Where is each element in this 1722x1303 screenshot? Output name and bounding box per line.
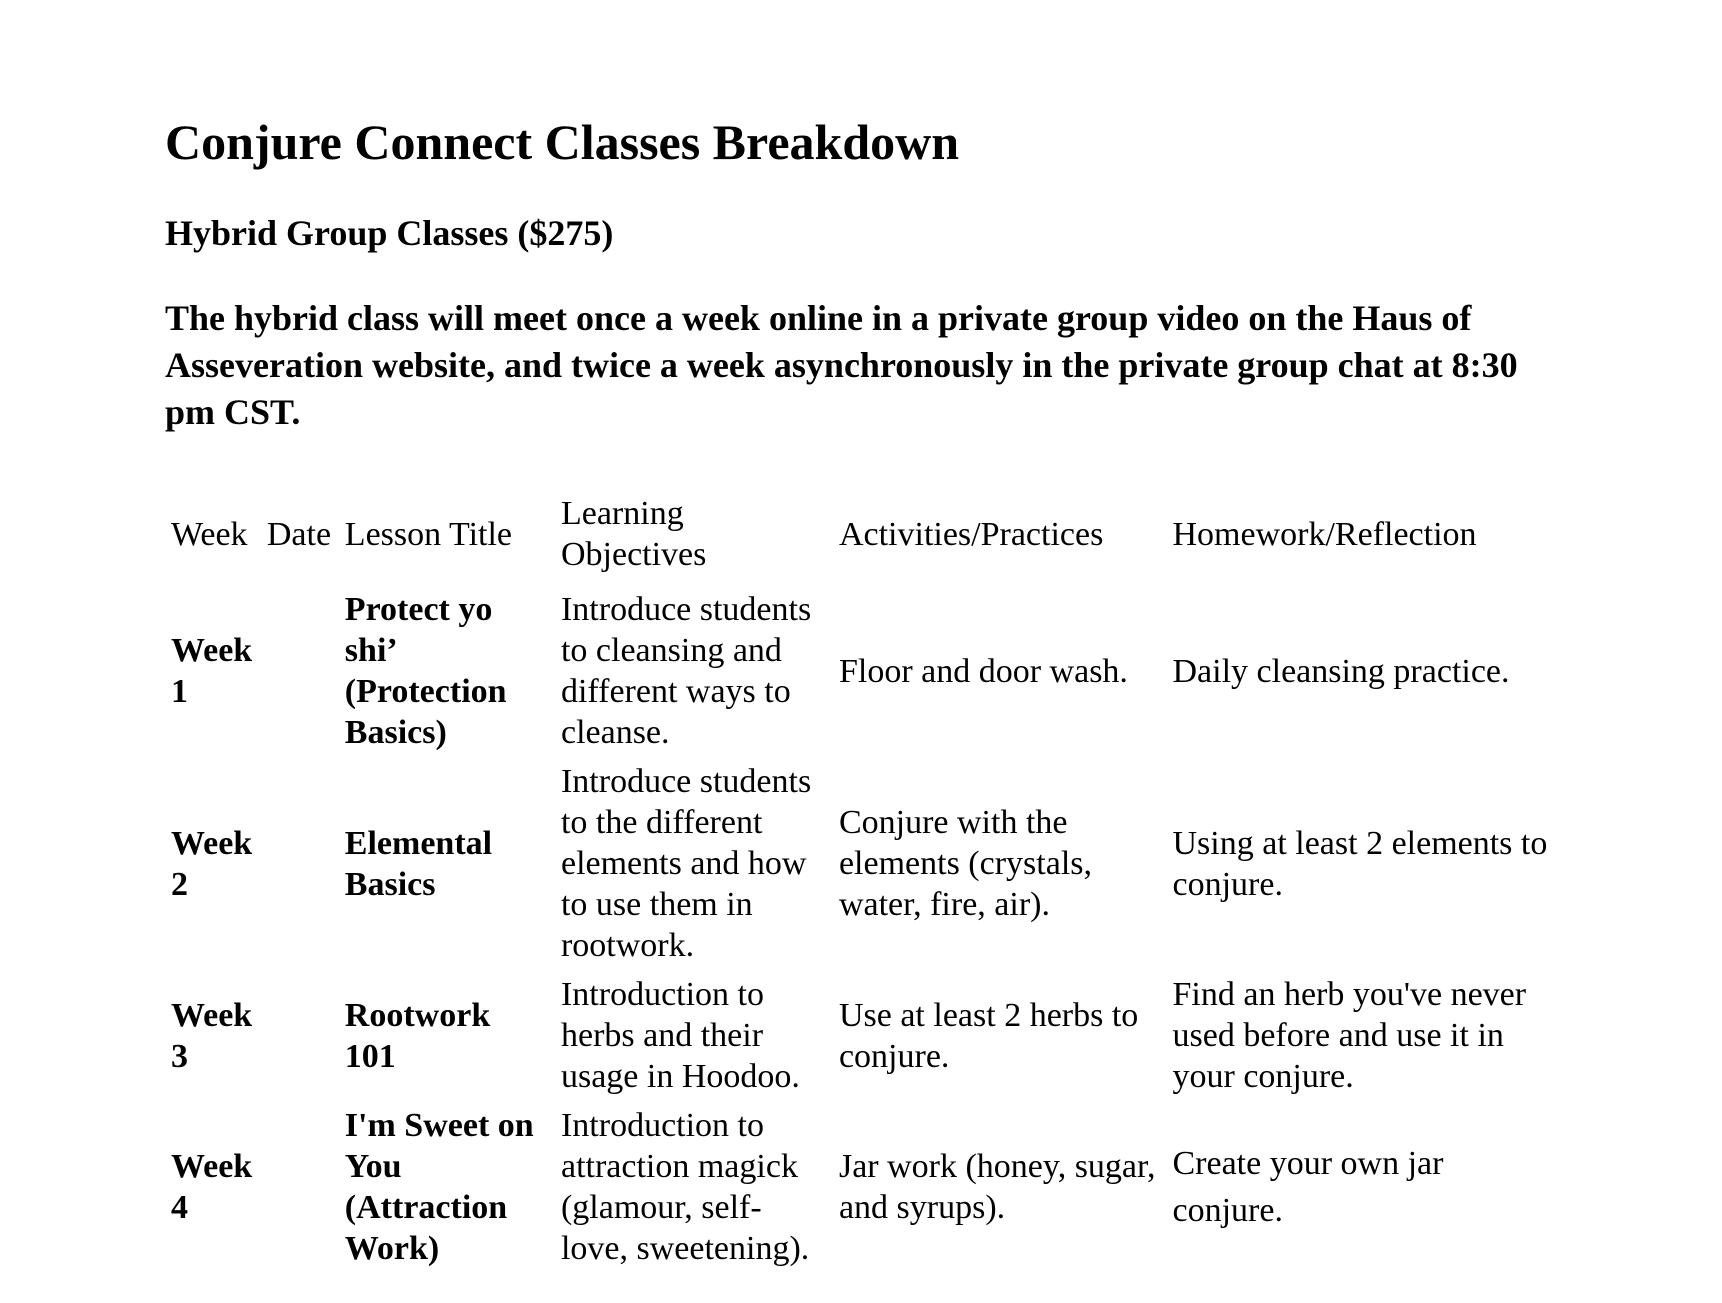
cell-homework: Find an herb you've never used before and use it in your conjure. (1172, 976, 1527, 1096)
cell-activities: Conjure with the elements (crystals, water, fire, air). (838, 804, 1092, 924)
cell-lesson-title: I'm Sweet on You (Attraction Work) (344, 1107, 534, 1268)
table-row (165, 970, 1565, 1101)
document-title: Conjure Connect Classes Breakdown (165, 114, 960, 170)
table-row (165, 757, 1565, 970)
cell-week: Week 3 (171, 996, 253, 1075)
cell-learning-objectives: Introduction to herbs and their usage in Hoodoo. (560, 976, 800, 1096)
cell-date (261, 585, 339, 757)
header-learning-objectives: Learning Objectives (560, 495, 707, 574)
cell-activities: Use at least 2 herbs to conjure. (838, 996, 1139, 1075)
class-schedule-table (165, 493, 1565, 1273)
cell-homework: Create your own jar conjure. (1172, 1145, 1444, 1230)
cell-learning-objectives: Introduction to attraction magick (glamour, self-love, sweetening). (560, 1107, 810, 1268)
header-date: Date (266, 515, 332, 553)
header-activities: Activities/Practices (838, 515, 1104, 553)
header-homework: Homework/Reflection (1172, 515, 1477, 553)
cell-learning-objectives: Introduce students to the different elements and how to use them in rootwork. (560, 763, 812, 965)
cell-week: Week 2 (171, 824, 253, 903)
cell-activities: Floor and door wash. (838, 652, 1128, 690)
cell-week: Week 4 (171, 1148, 253, 1227)
cell-date (261, 970, 339, 1101)
table-header-row (165, 493, 1565, 585)
cell-activities: Jar work (honey, sugar, and syrups). (838, 1148, 1156, 1227)
cell-homework: Using at least 2 elements to conjure. (1172, 824, 1548, 903)
cell-date (261, 757, 339, 970)
table-row (165, 1101, 1565, 1273)
document-page (165, 112, 1565, 1273)
class-price-heading: Hybrid Group Classes ($275) (165, 213, 614, 253)
cell-lesson-title: Protect yo shi’ (Protection Basics) (344, 591, 507, 752)
table-row (165, 585, 1565, 757)
header-week: Week (171, 515, 248, 553)
cell-date (261, 1101, 339, 1273)
cell-lesson-title: Rootwork 101 (344, 996, 491, 1075)
cell-learning-objectives: Introduce students to cleansing and different ways to cleanse. (560, 591, 812, 752)
header-lesson-title: Lesson Title (344, 515, 513, 553)
cell-homework: Daily cleansing practice. (1172, 652, 1510, 690)
cell-week: Week 1 (171, 632, 253, 711)
cell-lesson-title: Elemental Basics (344, 824, 493, 903)
class-description: The hybrid class will meet once a week online in a private group video on the Haus of Asseveration website, and twice a week asynchronously in the private group chat at 8:30 pm CST. (165, 298, 1518, 433)
